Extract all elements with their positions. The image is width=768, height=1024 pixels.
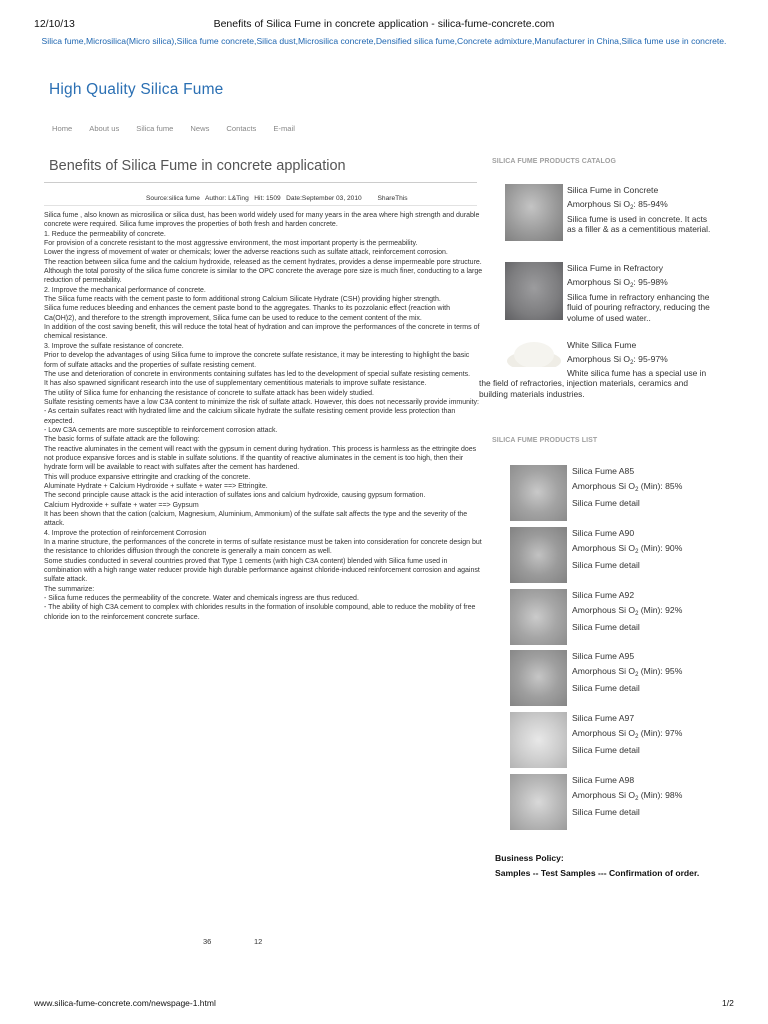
product-spec: [567, 353, 668, 369]
share-button[interactable]: ShareThis: [377, 195, 408, 202]
article-paragraph: Some studies conducted in several countries proved that Type 1 cements (with high C3A content) blended with Silica fume used in combination with a high range water reducer provide high durable performance against chloride-induced reinforcement corrosion and against sulfate attack.: [44, 557, 480, 584]
article-paragraph: Lower the ingress of movement of water or chemicals; lower the adverse reactions such as sulfate attack, reinforcement corrosion.: [44, 249, 448, 257]
print-title: Benefits of Silica Fume in concrete application - silica-fume-concrete.com: [213, 18, 555, 30]
article-paragraph: Silica fume , also known as microsilica or silica dust, has been world widely used for many years in the area where high strength and durable concrete were required. Silica fume improves the properties of both fresh and harden concrete.: [44, 212, 480, 229]
meta-hit: Hit: 1509: [254, 195, 281, 202]
spec-value: (Min): 98%: [638, 790, 683, 800]
article-paragraph: The summarize:: [44, 585, 95, 593]
meta-source: Source:silica fume: [146, 195, 200, 202]
spec-prefix: Amorphous Si O: [572, 790, 636, 800]
spec-subscript: 2: [630, 205, 634, 211]
article-paragraph: Sulfate resisting cements have a low C3A content to minimize the risk of sulfate attack. However, this does not necessarily provide immunity:: [44, 398, 479, 406]
nav-home[interactable]: Home: [52, 124, 73, 133]
spec-value: : 95-98%: [633, 277, 668, 287]
page-title: Benefits of Silica Fume in concrete application: [49, 158, 346, 174]
product-spec: [572, 542, 682, 558]
product-detail-link[interactable]: Silica Fume detail: [572, 745, 640, 755]
spec-subscript: 2: [635, 611, 639, 617]
catalog-heading: SILICA FUME PRODUCTS CATALOG: [492, 158, 616, 165]
product-image[interactable]: [510, 712, 567, 768]
product-spec: [572, 604, 682, 620]
spec-subscript: 2: [630, 283, 634, 289]
article-paragraph: 4. Improve the protection of reinforcement Corrosion: [44, 529, 207, 537]
product-image[interactable]: [510, 589, 567, 645]
product-description: Silica fume in refractory enhancing the fluid of pouring refractory, reducing the volume of used water..: [567, 292, 710, 323]
spec-subscript: 2: [635, 549, 639, 555]
product-detail-link[interactable]: Silica Fume detail: [572, 683, 640, 693]
product-description: White silica fume has a special use in the field of refractories, injection materials, ceramics and building materials industries.: [479, 368, 707, 399]
product-detail-link[interactable]: Silica Fume detail: [572, 498, 640, 508]
product-detail-link[interactable]: Silica Fume detail: [572, 807, 640, 817]
top-keyword-links[interactable]: Silica fume,Microsilica(Micro silica),Silica fume concrete,Silica dust,Microsilica concrete,Densified silica fume,Concrete admixture,Manufacturer in China,Silica fume use in concrete.: [41, 36, 727, 46]
article-paragraph: Silica fume reduces bleeding and enhances the cement paste bond to the aggregates. Thanks to its pozzolanic effect (reaction with Ca(OH)2), and therefore to the strength improvement, Silica fume can be used to reduce to the cement content of the mix.: [44, 305, 450, 322]
spec-subscript: 2: [635, 734, 639, 740]
spec-subscript: 2: [635, 796, 639, 802]
product-title[interactable]: Silica Fume A90: [572, 528, 635, 538]
article-paragraph: In addition of the cost saving benefit, this will reduce the total heat of hydration and can improve the performances of the concrete in terms of chemical resistance.: [44, 324, 480, 341]
nav-about[interactable]: About us: [89, 124, 120, 133]
spec-value: (Min): 90%: [638, 543, 683, 553]
pager-count-a[interactable]: 36: [203, 937, 212, 946]
spec-value: (Min): 97%: [638, 728, 683, 738]
divider: [44, 182, 477, 183]
article-paragraph: In a marine structure, the performances of the concrete in terms of sulfate resistance must be taken into consideration for concrete design but the resistance to chlorides diffusion through the concrete is generally a main concern as well.: [44, 539, 482, 556]
divider: [44, 205, 477, 206]
product-title[interactable]: Silica Fume A95: [572, 651, 635, 661]
spec-value: : 85-94%: [633, 199, 668, 209]
article-paragraph: 1. Reduce the permeability of concrete.: [44, 230, 166, 238]
article-paragraph: Aluminate Hydrate + Calcium Hydroxide + sulfate + water ==> Ettringite.: [44, 482, 268, 490]
footer-page: 1/2: [722, 998, 734, 1008]
product-description: Silica fume is used in concrete. It acts as a filler & as a cementitious material.: [567, 214, 711, 235]
list-heading: SILICA FUME PRODUCTS LIST: [492, 437, 598, 444]
article-paragraph: This will produce expansive ettringite and cracking of the concrete.: [44, 473, 251, 481]
main-nav: [52, 124, 312, 133]
product-title[interactable]: Silica Fume A85: [572, 466, 635, 476]
product-title[interactable]: Silica Fume in Concrete: [567, 185, 659, 195]
footer-url: www.silica-fume-concrete.com/newspage-1.html: [34, 998, 216, 1008]
pager-count-b[interactable]: 12: [254, 937, 263, 946]
spec-prefix: Amorphous Si O: [572, 728, 636, 738]
product-title[interactable]: White Silica Fume: [567, 340, 637, 350]
product-image[interactable]: [510, 774, 567, 830]
spec-subscript: 2: [635, 672, 639, 678]
product-spec: [572, 789, 682, 805]
spec-prefix: Amorphous Si O: [572, 481, 636, 491]
article-paragraph: The reactive aluminates in the cement will react with the gypsum in cement during hydration. This process is harmless as the ettringite does not produce expansive forces and is stable in sulfate solutions. If the quantity of reactive aluminates in the cement is too high, then their hydrate form will be available to react with sulfates after the cement has hardened.: [44, 445, 477, 472]
article-paragraph: It has also spawned significant research into the use of supplementary cementitious materials to improve sulfate resistance.: [44, 380, 427, 388]
product-spec: [572, 665, 682, 681]
article-paragraph: The utility of Silica fume for enhancing the resistance of concrete to sulfate attack has been widely studied.: [44, 389, 374, 397]
article-paragraph: 3. Improve the sulfate resistance of concrete.: [44, 342, 184, 350]
article-meta: [146, 195, 408, 202]
article-paragraph: - The ability of high C3A cement to complex with chlorides results in the formation of insoluble compound, able to reduce the mobility of free chloride ion to the reinforcement concrete surface.: [44, 604, 476, 621]
article-paragraph: Prior to develop the advantages of using Silica fume to improve the concrete sulfate resistance, it may be interesting to highlight the basic form of sulfate attacks and the properties of sulfate resisting cement.: [44, 352, 470, 369]
article-paragraph: The basic forms of sulfate attack are the following:: [44, 436, 200, 444]
article-paragraph: The use and deterioration of concrete in environments containing sulfates has led to the development of special sulfate resisting cements.: [44, 370, 471, 378]
spec-value: (Min): 85%: [638, 481, 683, 491]
article-paragraph: The Silica fume reacts with the cement paste to form additional strong Calcium Silicate Hydrate (CSH) providing higher strength.: [44, 296, 441, 304]
article-paragraph: - As certain sulfates react with hydrated lime and the calcium silicate hydrate the sulfate resisting cement provide less protection than expected.: [44, 408, 456, 425]
product-image[interactable]: [510, 527, 567, 583]
product-spec: [567, 276, 668, 292]
product-spec: [572, 480, 682, 496]
product-spec: [567, 198, 668, 214]
nav-silica-fume[interactable]: Silica fume: [136, 124, 174, 133]
print-date: 12/10/13: [34, 18, 75, 30]
article-paragraph: The reaction between silica fume and the calcium hydroxide, released as the cement hydrates, provides a dense impermeable pore structure. Although the total porosity of the silica fume concrete is similar to the OPC concrete the average pore size is much finer, conducting to a large reduction of permeability.: [44, 258, 483, 285]
spec-prefix: Amorphous Si O: [567, 277, 631, 287]
spec-subscript: 2: [630, 360, 634, 366]
spec-value: : 95-97%: [633, 354, 668, 364]
product-image[interactable]: [510, 650, 567, 706]
article-paragraph: - Low C3A cements are more susceptible to reinforcement corrosion attack.: [44, 426, 278, 434]
spec-subscript: 2: [635, 487, 639, 493]
policy-heading: Business Policy:: [495, 853, 564, 863]
nav-news[interactable]: News: [190, 124, 210, 133]
nav-contacts[interactable]: Contacts: [226, 124, 257, 133]
spec-prefix: Amorphous Si O: [572, 605, 636, 615]
nav-email[interactable]: E-mail: [273, 124, 295, 133]
product-image[interactable]: [505, 339, 563, 367]
product-title[interactable]: Silica Fume in Refractory: [567, 263, 663, 273]
article-paragraph: Calcium Hydroxide + sulfate + water ==> Gypsum: [44, 501, 199, 509]
meta-author: Author: L&Ting: [205, 195, 249, 202]
product-image[interactable]: [505, 184, 563, 241]
site-title[interactable]: High Quality Silica Fume: [49, 81, 224, 98]
product-title[interactable]: Silica Fume A97: [572, 713, 635, 723]
product-detail-link[interactable]: Silica Fume detail: [572, 560, 640, 570]
spec-prefix: Amorphous Si O: [572, 543, 636, 553]
product-spec: [572, 727, 682, 743]
spec-value: (Min): 92%: [638, 605, 683, 615]
spec-prefix: Amorphous Si O: [572, 666, 636, 676]
spec-prefix: Amorphous Si O: [567, 199, 631, 209]
product-title[interactable]: Silica Fume A98: [572, 775, 635, 785]
product-title[interactable]: Silica Fume A92: [572, 590, 635, 600]
article-body: [44, 211, 484, 622]
spec-value: (Min): 95%: [638, 666, 683, 676]
meta-date: Date:September 03, 2010: [286, 195, 362, 202]
spec-prefix: Amorphous Si O: [567, 354, 631, 364]
product-detail-link[interactable]: Silica Fume detail: [572, 622, 640, 632]
article-paragraph: The second principle cause attack is the acid interaction of sulfates ions and calcium hydroxide, causing gypsum formation.: [44, 492, 426, 500]
product-image[interactable]: [505, 262, 563, 320]
product-image[interactable]: [510, 465, 567, 521]
article-paragraph: - Silica fume reduces the permeability of the concrete. Water and chemicals ingress are thus reduced.: [44, 595, 359, 603]
white-powder-image: [505, 339, 563, 367]
article-paragraph: For provision of a concrete resistant to the most aggressive environment, the most important property is the permeability.: [44, 240, 418, 248]
policy-line: Samples -- Test Samples --- Confirmation of order.: [495, 868, 700, 878]
article-paragraph: 2. Improve the mechanical performance of concrete.: [44, 286, 206, 294]
article-paragraph: It has been shown that the cation (calcium, Magnesium, Aluminium, Ammonium) of the sulfate salt affects the type and the severity of the attack.: [44, 511, 468, 528]
